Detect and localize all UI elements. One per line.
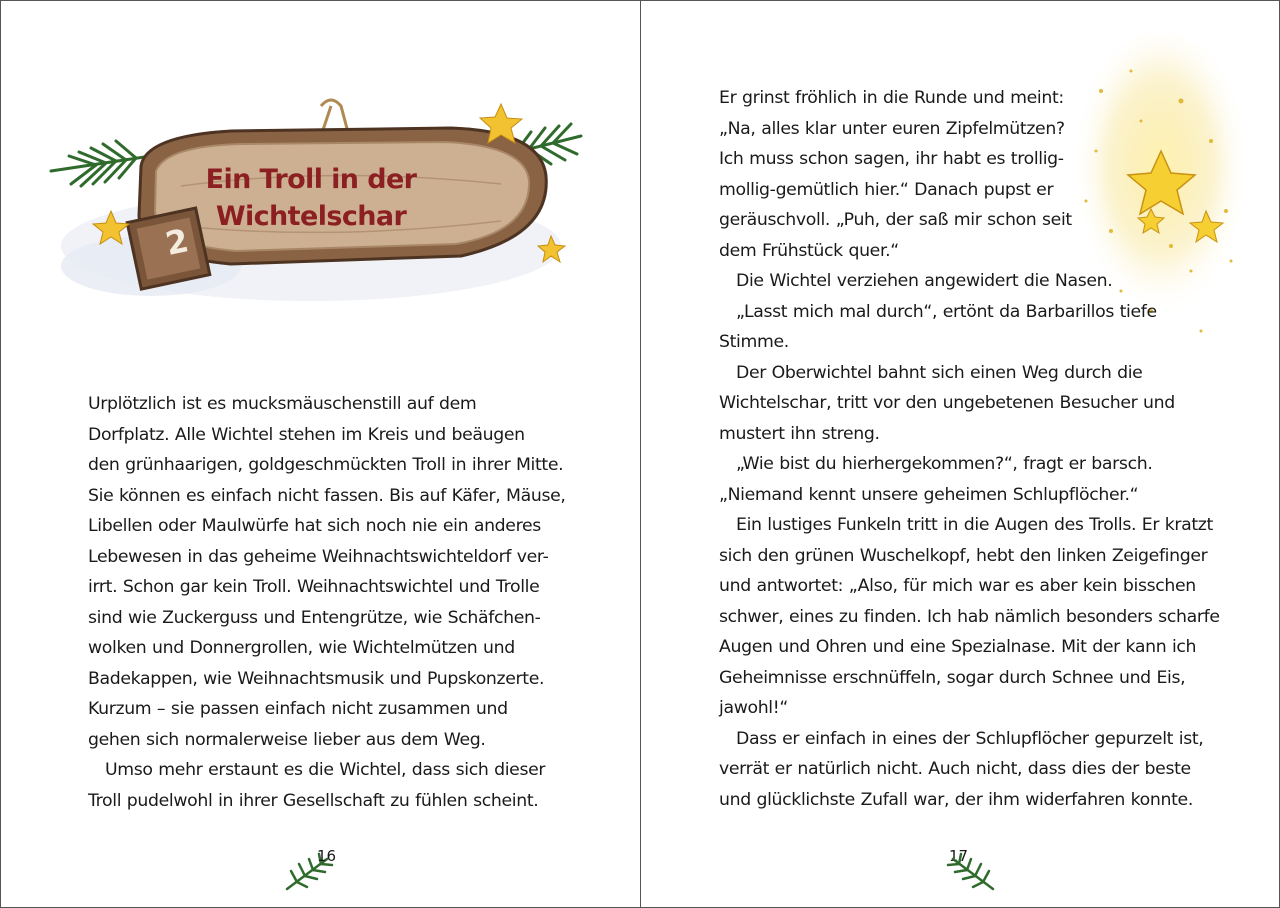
text-line: „Wie bist du hierhergekommen?“, fragt er barsch. [736, 454, 1153, 474]
chapter-title-line-2: Wichtelschar [215, 201, 407, 232]
page-number: 17 [949, 847, 969, 865]
text-line: Badekappen, wie Weihnachtsmusik und Pupskonzerte. [88, 668, 545, 689]
text-line: gehen sich normalerweise lieber aus dem Weg. [88, 729, 486, 750]
text-line: Er grinst fröhlich in die Runde und meint: [719, 88, 1064, 108]
text-line: mustert ihn streng. [719, 423, 880, 444]
text-line: Lebewesen in das geheime Weihnachtswichteldorf ver- [88, 546, 549, 567]
text-line: Urplötzlich ist es mucksmäuschenstill auf dem [88, 394, 477, 414]
text-line: Dorfplatz. Alle Wichtel stehen im Kreis und beäugen [88, 424, 525, 445]
text-line: verrät er natürlich nicht. Auch nicht, dass dies der beste [719, 759, 1191, 779]
text-line: wolken und Donnergrollen, wie Wichtelmützen und [88, 638, 515, 658]
text-line: den grünhaarigen, goldgeschmückten Troll in ihrer Mitte. [88, 455, 564, 475]
text-line: Ein lustiges Funkeln tritt in die Augen des Trolls. Er kratzt [736, 515, 1213, 535]
page-number: 16 [317, 847, 337, 865]
text-line: Sie können es einfach nicht fassen. Bis auf Käfer, Mäuse, [88, 485, 566, 506]
text-line: Wichtelschar, tritt vor den ungebetenen Besucher und [719, 393, 1175, 413]
text-line: Stimme. [719, 332, 789, 352]
text-line: Umso mehr erstaunt es die Wichtel, dass sich dieser [105, 760, 546, 780]
text-line: Die Wichtel verziehen angewidert die Nasen. [736, 271, 1113, 291]
text-line: mollig-gemütlich hier.“ Danach pupst er [719, 179, 1054, 200]
text-line: sind wie Zuckerguss und Entengrütze, wie Schäfchen- [88, 607, 541, 628]
text-line: und antwortet: „Also, für mich war es aber kein bisschen [719, 576, 1196, 596]
text-line: Der Oberwichtel bahnt sich einen Weg durch die [736, 362, 1143, 383]
left-page-body [88, 389, 566, 816]
text-line: „Na, alles klar unter euren Zipfelmützen? [719, 118, 1065, 139]
left-page [1, 1, 641, 907]
chapter-number: 2 [162, 221, 192, 263]
text-line: und glücklichste Zufall war, der ihm widerfahren konnte. [719, 789, 1193, 810]
text-line: Troll pudelwohl in ihrer Gesellschaft zu fühlen scheint. [88, 790, 539, 811]
text-line: „Lasst mich mal durch“, ertönt da Barbarillos tiefe [736, 301, 1157, 322]
text-line: irrt. Schon gar kein Troll. Weihnachtswichtel und Trolle [88, 577, 540, 597]
text-line: „Niemand kennt unsere geheimen Schlupflöcher.“ [719, 484, 1139, 505]
text-line: Dass er einfach in eines der Schlupflöcher gepurzelt ist, [736, 728, 1204, 749]
text-line: dem Frühstück quer.“ [719, 240, 899, 261]
text-line: sich den grünen Wuschelkopf, hebt den linken Zeigefinger [719, 545, 1208, 566]
text-line: Libellen oder Maulwürfe hat sich noch nie ein anderes [88, 516, 541, 536]
text-line: jawohl!“ [719, 698, 788, 718]
right-page [641, 1, 1280, 907]
text-line: Kurzum – sie passen einfach nicht zusammen und [88, 699, 508, 719]
text-line: Ich muss schon sagen, ihr habt es trollig- [719, 149, 1064, 169]
text-line: Augen und Ohren und eine Spezialnase. Mit der kann ich [719, 637, 1197, 657]
right-page-body [719, 83, 1220, 815]
fir-sprig-icon [943, 849, 1003, 899]
text-line: geräuschvoll. „Puh, der saß mir schon seit [719, 210, 1072, 230]
text-line: schwer, eines zu finden. Ich hab nämlich besonders scharfe [719, 606, 1220, 627]
text-line: Geheimnisse erschnüffeln, sogar durch Schnee und Eis, [719, 667, 1186, 688]
chapter-title-line-1: Ein Troll in der [205, 164, 417, 195]
